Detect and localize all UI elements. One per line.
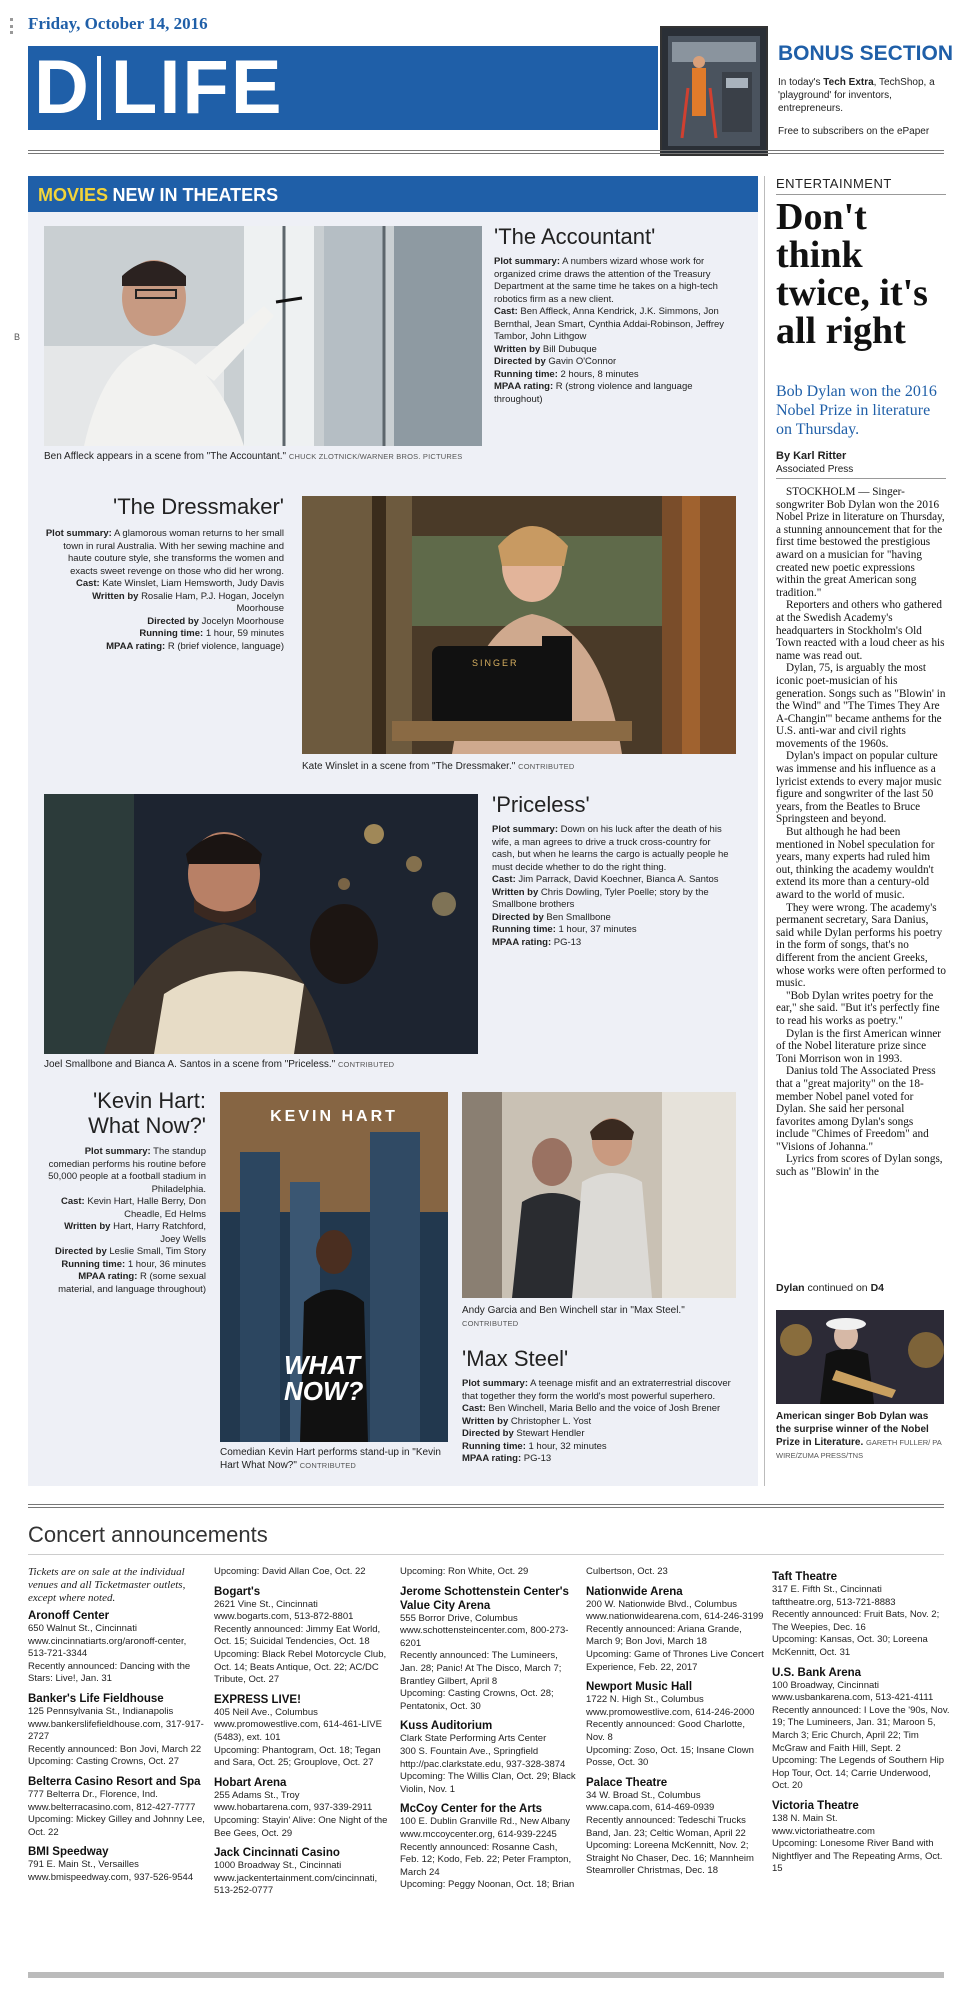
venue-detail: Upcoming: Casting Crowns, Oct. 27 — [28, 1756, 180, 1768]
caption-text: American singer Bob Dylan was the surprise winner of the Nobel Prize in Literature. — [776, 1411, 929, 1448]
venue-listing — [400, 1585, 578, 1714]
movie-info-accountant — [494, 256, 730, 406]
concert-column — [586, 1566, 764, 1884]
info-label: Plot summary: — [84, 1146, 151, 1157]
venue-detail: Recently announced: Jimmy Eat World, Oct. 15; Suicidal Tendencies, Oct. 18 — [214, 1623, 381, 1648]
bonus-teaser-highlight: Tech Extra — [823, 77, 874, 88]
info-label: Cast: — [494, 306, 518, 317]
info-value: Chris Dowling, Tyler Poelle; story by the Smallbone brothers — [492, 886, 709, 910]
info-value: Jocelyn Moorhouse — [201, 615, 284, 627]
jump-line[interactable] — [776, 1282, 884, 1294]
svg-text:SINGER: SINGER — [472, 658, 519, 668]
venue-name: Nationwide Arena — [586, 1585, 683, 1598]
bonus-section-photo — [660, 26, 768, 156]
info-label: Written by — [462, 1415, 509, 1427]
venue-detail: www.promowestlive.com, 614-461-LIVE (5483), ext. 101 — [214, 1719, 382, 1743]
info-value: Kate Winslet, Liam Hemsworth, Judy Davis — [102, 578, 284, 589]
info-label: Running time: — [61, 1258, 126, 1270]
venue-listing — [28, 1845, 206, 1884]
info-label: Running time: — [494, 368, 558, 380]
venue-detail: www.capa.com, 614-469-0939 — [586, 1802, 715, 1814]
info-value: 1 hour, 32 minutes — [528, 1440, 607, 1452]
maxsteel-photo — [462, 1092, 736, 1298]
venue-name: Palace Theatre — [586, 1776, 668, 1789]
venue-detail: www.cincinnatiarts.org/aronoff-center, 513-721-3344 — [28, 1635, 187, 1660]
info-value: Down on his luck after the death of his wife, a man agrees to drive a truck cross-country for cash, but when he learns the cargo is actually people he must decide whether to do the right thing. — [492, 824, 729, 873]
bonus-teaser-text: In today's — [778, 77, 824, 88]
movie-info-maxsteel — [462, 1378, 740, 1466]
photo-credit: CONTRIBUTED — [337, 1060, 395, 1069]
article-paragraph: Lyrics from scores of Dylan songs, such as "Blowin' in the — [776, 1153, 943, 1179]
venue-detail: 100 Broadway, Cincinnati — [772, 1679, 880, 1691]
info-label: Cast: — [462, 1403, 486, 1414]
venue-detail: www.hobartarena.com, 937-339-2911 — [214, 1802, 373, 1814]
issue-date: Friday, October 14, 2016 — [28, 14, 208, 33]
info-value: Christopher L. Yost — [510, 1415, 592, 1427]
venue-detail: Clark State Performing Arts Center — [400, 1733, 547, 1745]
caption-text: Ben Affleck appears in a scene from "The Accountant." — [44, 451, 287, 462]
venue-listing — [214, 1585, 392, 1687]
movie-title-priceless: 'Priceless' — [492, 792, 590, 817]
bonus-teaser-text-end: , TechShop, a 'playground' for inventors, entrepreneurs. — [778, 77, 935, 114]
venue-listing — [586, 1566, 764, 1579]
venue-name: Kuss Auditorium — [400, 1720, 493, 1733]
info-value: R (some sexual material, and language throughout) — [58, 1271, 206, 1295]
info-value: Ben Affleck, Anna Kendrick, J.K. Simmons, Jon Bernthal, Jean Smart, Cynthia Addai-Robinson, Jeffrey Tambor, John Lithgow — [494, 306, 725, 342]
info-value: A numbers wizard whose work for organized crime draws the attention of the Treasury Department at the same time he takes on a high-tech robotics firm as a new client. — [494, 256, 718, 305]
movie-title-dressmaker: 'The Dressmaker' — [113, 494, 284, 519]
dylan-caption — [776, 1410, 946, 1462]
article-paragraph: Reporters and others who gathered at the Swedish Academy's headquarters in Stockholm's Old Town reacted with a loud cheer as his name was read out. — [776, 599, 945, 662]
article-paragraph: Dylan, 75, is arguably the most iconic poet-musician of his generation. Songs such as "Blowin' in the Wind" and "The Times They Are A-Changin'" became anthems for the U.S. anti-war and civil rights movements of the 1960s. — [776, 662, 946, 750]
venue-detail: Upcoming: The Legends of Southern Hip Hop Tour, Oct. 14; Carrie Underwood, Oct. 20 — [772, 1755, 944, 1792]
venue-detail: www.bmispeedway.com, 937-526-9544 — [28, 1871, 194, 1883]
venue-detail: www.promowestlive.com, 614-246-2000 — [586, 1706, 755, 1718]
info-label: Written by — [92, 590, 139, 602]
header-rule — [28, 150, 944, 154]
venue-name: Hobart Arena — [214, 1776, 287, 1789]
venue-detail: Upcoming: Stayin' Alive: One Night of the Bee Gees, Oct. 29 — [214, 1814, 388, 1839]
venue-name: EXPRESS LIVE! — [214, 1693, 301, 1706]
dressmaker-caption — [302, 760, 732, 773]
article-agency: Associated Press — [776, 464, 854, 475]
article-paragraph: STOCKHOLM — Singer-songwriter Bob Dylan won the 2016 Nobel Prize in literature on Thursday, a stunning announcement that for the first time bestowed the prestigious award on a musician for "having created new poetic expressions within the great American song tradition." — [776, 486, 945, 599]
venue-name: Newport Music Hall — [586, 1681, 693, 1694]
venue-detail: 200 W. Nationwide Blvd., Columbus — [586, 1598, 738, 1610]
info-value: PG-13 — [553, 936, 582, 948]
venue-name: Bogart's — [214, 1585, 261, 1598]
article-byline: By Karl Ritter — [776, 450, 847, 462]
page-marker-dots — [10, 18, 16, 34]
info-value: Rosalie Ham, P.J. Hogan, Jocelyn Moorhouse — [141, 590, 284, 614]
info-label: Plot summary: — [494, 256, 560, 267]
dylan-photo — [776, 1310, 944, 1404]
venue-detail: 1722 N. High St., Columbus — [586, 1694, 704, 1706]
venue-detail: www.bankerslifefieldhouse.com, 317-917-2727 — [28, 1718, 204, 1743]
info-label: MPAA rating: — [492, 936, 552, 948]
venue-detail: www.usbankarena.com, 513-421-4111 — [772, 1692, 934, 1704]
venue-listing — [586, 1585, 764, 1675]
venue-detail: Recently announced: Rosanne Cash, Feb. 12; Kodo, Feb. 22; Peter Frampton, March 24 — [400, 1841, 572, 1878]
venue-detail: 650 Walnut St., Cincinnati — [28, 1623, 137, 1634]
caption-text: Kate Winslet in a scene from "The Dressmaker." — [302, 761, 516, 772]
venue-name: Banker's Life Fieldhouse — [28, 1692, 164, 1705]
venue-detail: Upcoming: Casting Crowns, Oct. 28; Pentatonix, Oct. 30 — [400, 1688, 554, 1712]
venue-detail: 791 E. Main St., Versailles — [28, 1859, 139, 1871]
venue-detail: 1000 Broadway St., Cincinnati — [214, 1860, 342, 1872]
title-line: What Now?' — [88, 1113, 206, 1138]
info-value: Jim Parrack, David Koechner, Bianca A. Santos — [518, 874, 719, 885]
venue-name: BMI Speedway — [28, 1846, 109, 1859]
venue-detail: www.victoriatheatre.com — [772, 1825, 875, 1837]
venue-detail: 300 S. Fountain Ave., Springfield — [400, 1745, 539, 1757]
info-value: Gavin O'Connor — [548, 356, 617, 367]
info-label: Directed by — [54, 1246, 107, 1257]
venue-detail: www.belterracasino.com, 812-427-7777 — [28, 1801, 196, 1813]
article-headline: Don't think twice, it's all right — [776, 196, 928, 352]
venue-detail: 138 N. Main St. — [772, 1812, 838, 1824]
venue-listing — [28, 1692, 206, 1769]
venue-listing — [772, 1666, 950, 1793]
venue-name: McCoy Center for the Arts — [400, 1803, 543, 1816]
info-label: Cast: — [75, 578, 100, 589]
photo-credit: CONTRIBUTED — [518, 762, 575, 771]
info-value: Bill Dubuque — [542, 343, 597, 355]
venue-detail: tafttheatre.org, 513-721-8883 — [772, 1596, 896, 1608]
info-label: Plot summary: — [45, 528, 112, 539]
venue-detail: www.mccoycenter.org, 614-939-2245 — [400, 1828, 557, 1840]
bonus-section-title: BONUS SECTION — [778, 42, 954, 65]
banner-divider — [97, 56, 101, 120]
venue-detail: 405 Neil Ave., Columbus — [214, 1706, 318, 1718]
movie-info-priceless — [492, 824, 732, 949]
venue-listing — [214, 1693, 392, 1770]
concerts-intro: Tickets are on sale at the individual venues and all Ticketmaster outlets, except where noted. — [28, 1566, 186, 1604]
poster-actor-name: KEVIN HART — [270, 1108, 398, 1125]
movie-info-kevinhart — [44, 1146, 206, 1296]
venue-listing — [214, 1566, 392, 1579]
venue-listing — [214, 1846, 392, 1898]
caption-text: Joel Smallbone and Bianca A. Santos in a scene from "Priceless." — [44, 1059, 336, 1070]
movie-title-kevinhart — [44, 1088, 206, 1138]
venue-listing — [400, 1802, 578, 1892]
bonus-section-teaser — [778, 76, 948, 115]
venue-detail: www.bogarts.com, 513-872-8801 — [214, 1611, 354, 1623]
caption-text: Comedian Kevin Hart performs stand-up in "Kevin Hart What Now?" — [220, 1447, 441, 1471]
info-value: Kevin Hart, Halle Berry, Don Cheadle, Ed Helms — [87, 1196, 206, 1220]
info-value: 2 hours, 8 minutes — [560, 368, 639, 380]
concerts-heading-rule — [28, 1554, 944, 1555]
venue-detail: www.jackentertainment.com/cincinnati, 513-252-0777 — [214, 1872, 378, 1897]
venue-listing — [28, 1609, 206, 1686]
venue-detail: Upcoming: Kansas, Oct. 30; Loreena McKennitt, Oct. 31 — [772, 1634, 928, 1658]
info-value: 1 hour, 59 minutes — [205, 628, 284, 639]
venue-listing — [586, 1680, 764, 1770]
info-label: Running time: — [492, 924, 556, 935]
photo-credit: CHUCK ZLOTNICK/WARNER BROS. PICTURES — [288, 452, 463, 461]
venue-detail: 125 Pennsylvania St., Indianapolis — [28, 1705, 174, 1717]
poster-title-line: NOW? — [284, 1376, 364, 1406]
movie-title-maxsteel: 'Max Steel' — [462, 1346, 569, 1371]
movies-header-band — [28, 176, 758, 212]
concerts-heading: Concert announcements — [28, 1522, 268, 1547]
article-paragraph: Danius told The Associated Press that a "great majority" on the 18-member Nobel panel voted for Dylan. She said her personal favorites among Dylan's songs include "Chimes of Freedom" and "Visions of Johanna." — [776, 1065, 936, 1153]
info-value: The standup comedian performs his routine before 50,000 people at a football stadium in Philadelphia. — [48, 1146, 206, 1195]
byline-rule — [776, 478, 946, 479]
venue-detail: Upcoming: Zoso, Oct. 15; Insane Clown Posse, Oct. 30 — [586, 1744, 754, 1769]
venue-name: Victoria Theatre — [772, 1799, 859, 1812]
venue-detail: Upcoming: Mickey Gilley and Johnny Lee, Oct. 22 — [28, 1814, 205, 1838]
venue-name: Aronoff Center — [28, 1610, 110, 1622]
info-label: MPAA rating: — [494, 381, 554, 392]
venue-listing — [772, 1570, 950, 1660]
section-name: LIFE — [110, 45, 284, 130]
info-value: A glamorous woman returns to her small town in rural Australia. With her sewing machine and haute couture style, she transforms the women and exacts sweet revenge on those who did her wrong. — [63, 528, 284, 577]
movies-heading: NEW IN THEATERS — [112, 185, 279, 205]
info-value: PG-13 — [523, 1453, 552, 1464]
info-label: Cast: — [492, 874, 516, 885]
venue-detail: 555 Borror Drive, Columbus — [400, 1612, 518, 1624]
venue-detail: Recently announced: Tedeschi Trucks Band, Jan. 23; Celtic Woman, April 22 — [586, 1814, 746, 1839]
maxsteel-caption — [462, 1304, 736, 1330]
concert-column — [400, 1566, 578, 1898]
section-label: ENTERTAINMENT — [776, 176, 892, 191]
article-paragraph: They were wrong. The academy's permanent secretary, Sara Danius, said while Dylan performs his poetry in the form of songs, that's no different from the ancient Greeks, whose works were often performed to music. — [776, 901, 946, 990]
venue-listing — [214, 1776, 392, 1840]
poster-title-line: WHAT — [284, 1350, 361, 1380]
venue-detail: 255 Adams St., Troy — [214, 1789, 300, 1801]
movie-title-accountant: 'The Accountant' — [494, 224, 656, 249]
jump-text: continued on — [807, 1282, 868, 1294]
info-label: MPAA rating: — [78, 1271, 138, 1282]
concert-column — [214, 1566, 392, 1904]
venue-listing — [772, 1799, 950, 1876]
dressmaker-photo — [302, 496, 736, 754]
venue-detail: Upcoming: Game of Thrones Live Concert Experience, Feb. 22, 2017 — [586, 1648, 764, 1673]
concert-column — [28, 1566, 206, 1891]
venue-detail: Upcoming: Loreena McKennitt, Nov. 2; Straight No Chaser, Dec. 16; Mannheim Steamroller Christmas, Dec. 18 — [586, 1840, 754, 1877]
info-value: Ben Smallbone — [546, 911, 611, 923]
kevinhart-poster — [220, 1092, 448, 1442]
info-label: Cast: — [60, 1196, 85, 1207]
info-value: 1 hour, 36 minutes — [127, 1258, 206, 1270]
venue-detail: Recently announced: Fruit Bats, Nov. 2; The Weepies, Dec. 16 — [772, 1609, 940, 1633]
venue-name: Taft Theatre — [772, 1571, 837, 1583]
movie-info-dressmaker — [44, 528, 284, 653]
venue-detail: Recently announced: Bon Jovi, March 22 — [28, 1743, 202, 1755]
venue-detail: 34 W. Broad St., Columbus — [586, 1789, 701, 1801]
page-letter-mark: B — [14, 332, 21, 342]
info-value: R (strong violence and language throughout) — [494, 381, 693, 405]
concerts-rule — [28, 1504, 944, 1508]
venue-detail: www.nationwidearena.com, 614-246-3199 — [586, 1611, 764, 1623]
venue-detail: www.schottensteincenter.com, 800-273-6201 — [400, 1625, 569, 1649]
column-divider — [764, 176, 765, 1486]
venue-name: U.S. Bank Arena — [772, 1666, 862, 1679]
venue-detail: Recently announced: Good Charlotte, Nov. 8 — [586, 1719, 745, 1743]
info-label: Plot summary: — [492, 824, 558, 835]
info-value: 1 hour, 37 minutes — [558, 924, 637, 935]
photo-credit: CONTRIBUTED — [299, 1461, 357, 1470]
section-banner — [28, 46, 658, 130]
info-value: Leslie Small, Tim Story — [109, 1246, 206, 1257]
info-label: Directed by — [462, 1428, 514, 1439]
venue-listing — [400, 1566, 578, 1579]
venue-detail: Upcoming: The Willis Clan, Oct. 29; Black Violin, Nov. 1 — [400, 1771, 576, 1795]
accountant-photo — [44, 226, 482, 446]
concert-column — [772, 1566, 950, 1882]
title-line: 'Kevin Hart: — [92, 1088, 206, 1113]
info-value: R (brief violence, language) — [167, 640, 284, 652]
jump-page: D4 — [870, 1282, 885, 1294]
info-value: Stewart Hendler — [516, 1428, 585, 1439]
info-label: Directed by — [494, 356, 546, 367]
venue-detail: http://pac.clarkstate.edu, 937-328-3874 — [400, 1758, 566, 1770]
info-label: MPAA rating: — [462, 1453, 522, 1464]
info-label: MPAA rating: — [106, 640, 166, 652]
venue-detail: Culbertson, Oct. 23 — [586, 1566, 668, 1577]
venue-listing — [28, 1775, 206, 1839]
accountant-caption — [44, 450, 464, 463]
info-value: Hart, Harry Ratchford, Joey Wells — [113, 1221, 206, 1245]
priceless-photo — [44, 794, 478, 1054]
venue-detail: Upcoming: Phantogram, Oct. 18; Tegan and Sara, Oct. 25; Grouplove, Oct. 27 — [214, 1744, 381, 1769]
venue-detail: Upcoming: Lonesome River Band with Nightflyer and The Repeating Arms, Oct. 15 — [772, 1838, 943, 1875]
article-paragraph: Dylan is the first American winner of the Nobel literature prize since Toni Morrison won in 1993. — [776, 1027, 942, 1065]
bonus-section-note: Free to subscribers on the ePaper — [778, 126, 930, 137]
venue-name: Belterra Casino Resort and Spa — [28, 1775, 201, 1788]
venue-listing — [400, 1719, 578, 1796]
info-label: Running time: — [139, 628, 204, 639]
article-paragraph: But although he had been mentioned in Nobel speculation for years, many experts had ruled him out, thinking the academy wouldn't extend its more than a century-old award to the world of music. — [776, 826, 935, 901]
info-label: Written by — [64, 1221, 111, 1232]
venue-detail: Recently announced: Ariana Grande, March 9; Bon Jovi, March 18 — [586, 1623, 742, 1648]
venue-detail: Upcoming: Ron White, Oct. 29 — [400, 1566, 529, 1577]
label-rule — [776, 194, 946, 195]
footer-rule — [28, 1972, 944, 1978]
info-label: Plot summary: — [462, 1378, 528, 1389]
info-value: A teenage misfit and an extraterrestrial discover that together they form the world's most powerful superhero. — [462, 1378, 731, 1402]
jump-keyword: Dylan — [776, 1282, 805, 1294]
venue-detail: Recently announced: Dancing with the Stars: Live!, Jan. 31 — [28, 1660, 191, 1685]
info-label: Running time: — [462, 1440, 526, 1452]
venue-detail: 100 E. Dublin Granville Rd., New Albany — [400, 1816, 571, 1828]
info-label: Written by — [492, 886, 539, 898]
venue-detail: Recently announced: I Love the '90s, Nov. 19; The Lumineers, Jan. 31; Maroon 5, March 3; Eric Church, April 22; Tim McGraw and Faith Hill, Sept. 2 — [772, 1704, 950, 1754]
venue-detail: Upcoming: David Allan Coe, Oct. 22 — [214, 1566, 366, 1577]
section-letter: D — [34, 45, 87, 130]
venue-detail: Recently announced: The Lumineers, Jan. 28; Panic! At The Disco, March 7; Brantley Gilbert, April 8 — [400, 1650, 562, 1687]
info-label: Directed by — [147, 615, 199, 627]
venue-listing — [586, 1776, 764, 1878]
info-value: Ben Winchell, Maria Bello and the voice of Josh Brener — [488, 1403, 721, 1414]
info-label: Written by — [494, 343, 541, 355]
article-paragraph: "Bob Dylan writes poetry for the ear," she said. "But it's perfectly fine to read his works as poetry." — [776, 989, 940, 1027]
article-body — [776, 486, 946, 1179]
movies-kicker: MOVIES — [38, 185, 109, 205]
venue-detail: 2621 Vine St., Cincinnati — [214, 1598, 318, 1610]
venue-detail: 777 Belterra Dr., Florence, Ind. — [28, 1788, 158, 1800]
kevinhart-caption — [220, 1446, 452, 1472]
article-deck: Bob Dylan won the 2016 Nobel Prize in literature on Thursday. — [776, 383, 937, 438]
photo-credit: CONTRIBUTED — [462, 1319, 519, 1328]
venue-name: Jack Cincinnati Casino — [214, 1847, 340, 1860]
venue-detail: Upcoming: Peggy Noonan, Oct. 18; Brian — [400, 1879, 575, 1891]
venue-detail: Upcoming: Black Rebel Motorcycle Club, Oct. 14; Beats Antique, Oct. 22; AC/DC Tribute, Oct. 27 — [214, 1648, 387, 1686]
venue-detail: 317 E. Fifth St., Cincinnati — [772, 1584, 882, 1595]
priceless-caption — [44, 1058, 484, 1071]
article-paragraph: Dylan's impact on popular culture was immense and his influence as a lyricist extends to every major music figure and songwriter of the last 50 years, from the Beatles to Bruce Springsteen and beyond. — [776, 750, 942, 826]
photo-credit: GARETH FULLER/ PA WIRE/ZUMA PRESS/TNS — [776, 1438, 942, 1460]
poster-title — [284, 1352, 363, 1404]
venue-name: Jerome Schottenstein Center's Value City Arena — [400, 1585, 569, 1612]
caption-text: Andy Garcia and Ben Winchell star in "Max Steel." — [462, 1305, 685, 1316]
info-label: Directed by — [492, 911, 544, 923]
